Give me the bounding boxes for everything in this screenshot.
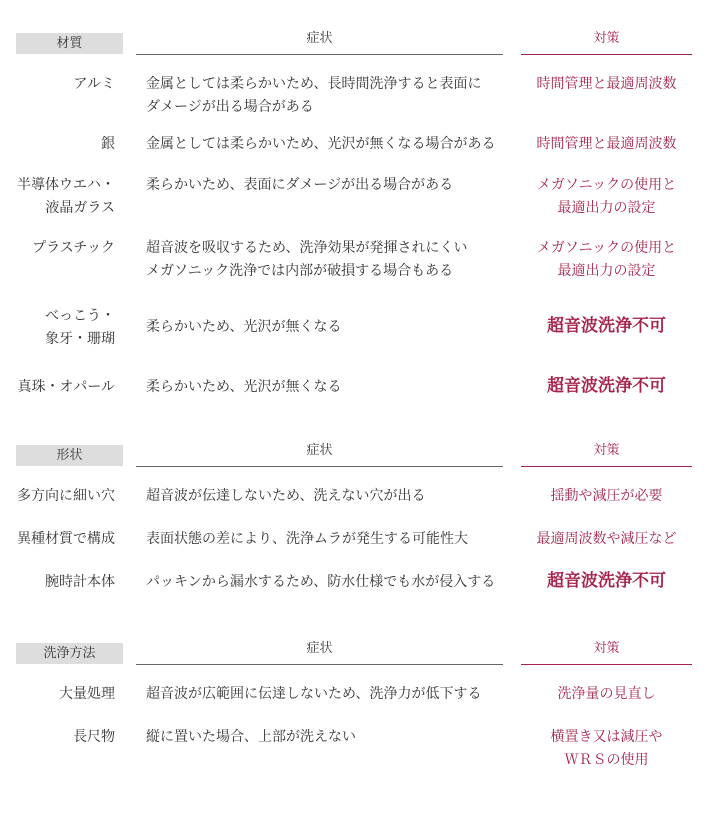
row-symptom: 表面状態の差により、洗浄ムラが発生する可能性大 — [146, 531, 468, 547]
row-category: べっこう・ 象牙・珊瑚 — [45, 308, 115, 347]
row-symptom: 縦に置いた場合、上部が洗えない — [146, 729, 356, 745]
row-solution: 時間管理と最適周波数 — [536, 76, 677, 92]
row-category: 異種材質で構成 — [17, 531, 115, 547]
row-symptom: 超音波が広範囲に伝達しないため、洗浄力が低下する — [146, 686, 482, 702]
row-solution-prohibited: 超音波洗浄不可 — [547, 376, 666, 396]
section-header-material: 材質 — [16, 33, 123, 54]
symptom-column-header: 症状 — [136, 444, 503, 467]
row-category: 長尺物 — [73, 729, 115, 745]
solution-column-header: 対策 — [521, 642, 692, 665]
solution-column-header: 対策 — [521, 32, 692, 55]
row-symptom: 柔らかいため、表面にダメージが出る場合がある — [146, 177, 454, 193]
row-symptom: 金属としては柔らかいため、長時間洗浄すると表面に ダメージが出る場合がある — [146, 76, 482, 115]
row-category: 半導体ウエハ・ 液晶ガラス — [17, 177, 115, 216]
section-header-cleaning-method: 洗浄方法 — [16, 643, 123, 664]
row-symptom: 柔らかいため、光沢が無くなる — [146, 319, 342, 335]
row-solution: 揺動や減圧が必要 — [550, 488, 663, 504]
row-solution: 横置き又は減圧や ＷＲＳの使用 — [550, 729, 663, 768]
row-solution-prohibited: 超音波洗浄不可 — [547, 316, 666, 336]
row-symptom: 金属としては柔らかいため、光沢が無くなる場合がある — [146, 136, 496, 152]
row-solution: メガソニックの使用と 最適出力の設定 — [536, 240, 677, 279]
row-solution: 最適周波数や減圧など — [536, 531, 677, 547]
row-solution: 時間管理と最適周波数 — [536, 136, 677, 152]
row-solution-prohibited: 超音波洗浄不可 — [547, 571, 666, 591]
solution-column-header: 対策 — [521, 444, 692, 467]
row-category: 多方向に細い穴 — [17, 488, 115, 504]
row-symptom: 柔らかいため、光沢が無くなる — [146, 379, 342, 395]
row-category: 真珠・オパール — [17, 379, 115, 395]
row-category: プラスチック — [32, 240, 115, 256]
row-symptom: 超音波を吸収するため、洗浄効果が発揮されにくい メガソニック洗浄では内部が破損する場合もある — [146, 240, 468, 279]
row-category: アルミ — [73, 76, 115, 92]
row-symptom: パッキンから漏水するため、防水仕様でも水が侵入する — [146, 574, 496, 590]
row-symptom: 超音波が伝達しないため、洗えない穴が出る — [146, 488, 426, 504]
section-header-shape: 形状 — [16, 445, 123, 466]
symptom-column-header: 症状 — [136, 642, 503, 665]
row-category: 大量処理 — [59, 686, 115, 702]
symptom-column-header: 症状 — [136, 32, 503, 55]
row-solution: メガソニックの使用と 最適出力の設定 — [536, 177, 677, 216]
row-solution: 洗浄量の見直し — [557, 686, 656, 702]
row-category: 腕時計本体 — [45, 574, 115, 590]
row-category: 銀 — [101, 136, 115, 152]
